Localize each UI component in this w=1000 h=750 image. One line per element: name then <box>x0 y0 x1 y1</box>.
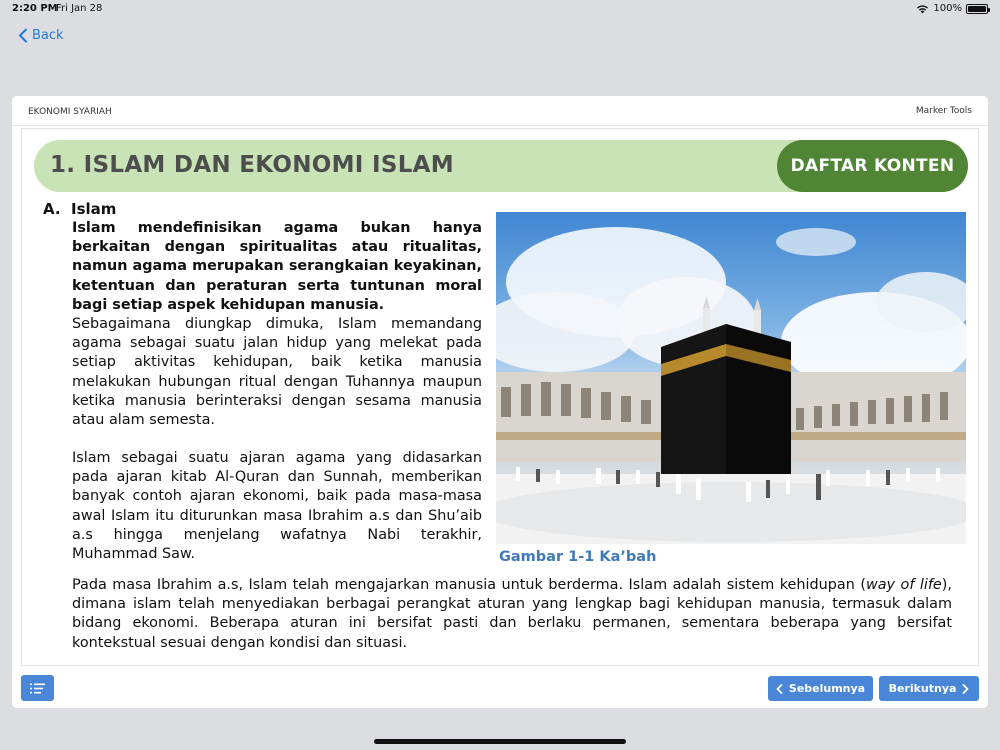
wifi-icon <box>916 4 929 14</box>
section-letter: A. <box>43 200 61 218</box>
figure-caption: Gambar 1-1 Ka’bah <box>499 549 657 565</box>
paragraph-3-part-2: ), dimana islam telah menyediakan berbagai perangkat aturan yang lengkap bagi kehidupan manusia, termasuk dalam bidang ekonomi. Beberapa aturan ini bersifat pasti dan berlaku permanen, sementara beberapa yang bersifat kontekstual sesuai dengan kondisi dan situasi. <box>72 577 952 651</box>
table-of-contents-button[interactable]: DAFTAR KONTEN <box>777 140 968 192</box>
status-bar <box>0 0 1000 18</box>
back-label: Back <box>32 28 64 43</box>
section-heading <box>43 200 116 218</box>
previous-label: Sebelumnya <box>788 682 866 695</box>
paragraph-3-italic: way of life <box>865 577 942 593</box>
contents-list-button[interactable] <box>21 675 54 701</box>
paragraph-3 <box>72 576 952 653</box>
card-header <box>12 96 988 126</box>
paragraph-3-part-1: Pada masa Ibrahim a.s, Islam telah mengajarkan manusia untuk berderma. Islam adalah sistem kehidupan ( <box>72 577 866 593</box>
battery-icon <box>966 4 988 14</box>
paragraph-1: Sebagaimana diungkap dimuka, Islam memandang agama sebagai suatu jalan hidup yang melekat pada setiap aktivitas kehidupan, baik ketika manusia melakukan hubungan ritual dengan Tuhannya maupun ketika manusia berinteraksi dengan sesama manusia atau alam semesta. <box>72 316 482 429</box>
chevron-right-icon <box>962 684 969 694</box>
kaaba-image <box>496 212 966 544</box>
content-card <box>12 96 988 708</box>
marker-tools-button[interactable]: Marker Tools <box>915 106 972 116</box>
chevron-left-icon <box>18 28 28 43</box>
paragraph-2: Islam sebagai suatu ajaran agama yang didasarkan pada ajaran kitab Al-Quran dan Sunnah, memberikan banyak contoh ajaran ekonomi, baik pada masa-masa awal Islam itu diturunkan masa Ibrahim a.s dan Shu’aib a.s hingga menjelang wafatnya Nabi terakhir, Muhammad Saw. <box>72 450 482 563</box>
bold-paragraph: Islam mendefinisikan agama bukan hanya berkaitan dengan spiritualitas atau ritualitas, namun agama merupakan serangkaian keyakinan, ketentuan dan peraturan serta tuntunan moral bagi setiap aspek kehidupan manusia. <box>72 220 482 313</box>
chapter-title: 1. ISLAM DAN EKONOMI ISLAM <box>50 152 454 178</box>
status-indicators <box>916 3 988 14</box>
section-title: Islam <box>71 200 117 218</box>
course-title: EKONOMI SYARIAH <box>28 107 112 117</box>
battery-percent: 100% <box>933 3 962 14</box>
next-button[interactable] <box>879 676 979 701</box>
chevron-left-icon <box>776 684 783 694</box>
status-time: 2:20 PM <box>12 3 58 14</box>
status-date: Fri Jan 28 <box>56 3 103 14</box>
reading-pane <box>21 128 979 666</box>
chapter-banner <box>34 140 968 192</box>
next-label: Berikutnya <box>888 682 957 695</box>
back-button[interactable] <box>18 28 64 43</box>
list-icon <box>30 683 45 694</box>
previous-button[interactable] <box>768 676 873 701</box>
home-indicator[interactable] <box>374 739 626 744</box>
